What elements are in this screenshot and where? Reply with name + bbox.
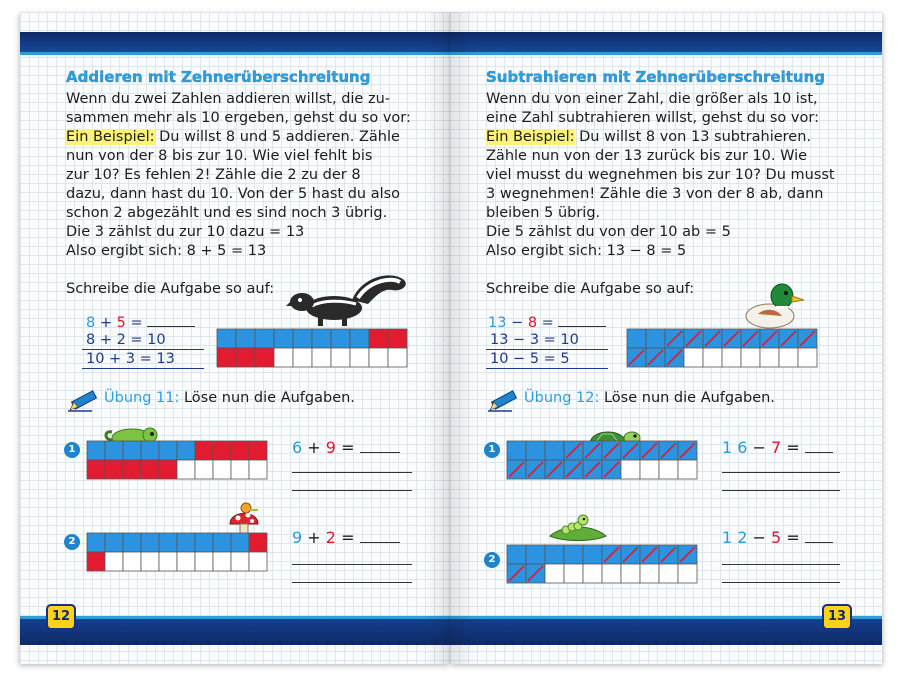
ten-frame-cell bbox=[177, 552, 195, 571]
ten-frame-cell bbox=[564, 545, 583, 564]
right-task2-number: 2 bbox=[484, 552, 500, 568]
ten-frame-cell bbox=[350, 329, 369, 348]
ten-frame-cell bbox=[105, 441, 123, 460]
ten-frame-right-example bbox=[626, 328, 818, 368]
ten-frame-cell bbox=[627, 329, 646, 348]
ten-frame-cell bbox=[646, 329, 665, 348]
ten-frame-cell bbox=[236, 348, 255, 367]
left-line-3: nun von der 8 bis zur 10. Wie viel fehlt bis bbox=[66, 148, 373, 164]
left-example-line bbox=[66, 128, 400, 147]
ten-frame-cell bbox=[195, 441, 213, 460]
duck-icon bbox=[742, 274, 806, 330]
ten-frame-cell bbox=[177, 441, 195, 460]
right-task2-op: − bbox=[752, 528, 766, 547]
ten-frame-cell bbox=[195, 460, 213, 479]
left-task2-equation bbox=[292, 528, 400, 547]
ten-frame-cell bbox=[684, 348, 703, 367]
right-task1-op: − bbox=[752, 438, 766, 457]
ten-frame-cell bbox=[231, 552, 249, 571]
ten-frame-cell bbox=[583, 545, 602, 564]
right-task2-a: 1 2 bbox=[722, 528, 748, 547]
ten-frame-cell bbox=[350, 348, 369, 367]
left-line-4: zur 10? Es fehlen 2! Zähle die 2 zu der 8 bbox=[66, 167, 361, 183]
ten-frame-cell bbox=[545, 545, 564, 564]
right-eq1-a: 13 bbox=[488, 315, 507, 331]
ten-frame-cell bbox=[312, 329, 331, 348]
ten-frame-cell bbox=[141, 460, 159, 479]
right-example-label: Ein Beispiel: bbox=[486, 129, 575, 145]
left-line-7: Die 3 zählst du zur 10 dazu = 13 bbox=[66, 224, 305, 240]
right-eq3: 10 − 5 = 5 bbox=[486, 351, 608, 369]
right-line-4: viel musst du wegnehmen bis zur 10? Du musst bbox=[486, 167, 835, 183]
left-eq1-eq: = bbox=[130, 315, 143, 331]
right-schreibe: Schreibe die Aufgabe so auf: bbox=[486, 281, 695, 297]
left-schreibe: Schreibe die Aufgabe so auf: bbox=[66, 281, 275, 297]
left-uebung bbox=[104, 390, 355, 406]
ten-frame-cell bbox=[213, 460, 231, 479]
ten-frame-cell bbox=[195, 533, 213, 552]
right-eq1 bbox=[488, 314, 606, 331]
right-page-number: 13 bbox=[822, 604, 852, 630]
ten-frame-cell bbox=[231, 460, 249, 479]
left-task2-b: 2 bbox=[325, 528, 336, 547]
bottom-band bbox=[20, 616, 450, 645]
right-task1-a: 1 6 bbox=[722, 438, 748, 457]
right-task1-equation bbox=[722, 438, 833, 457]
ten-frame-cell bbox=[369, 329, 388, 348]
ten-frame-cell bbox=[177, 460, 195, 479]
right-title: Subtrahieren mit Zehnerüberschreitung bbox=[486, 68, 825, 86]
left-task1-answer-line-2[interactable] bbox=[292, 490, 412, 491]
left-task1-answer-line-1[interactable] bbox=[292, 472, 412, 473]
ten-frame-cell bbox=[236, 329, 255, 348]
pencil-icon bbox=[66, 390, 100, 412]
right-uebung bbox=[524, 390, 775, 406]
ten-frame-cell bbox=[369, 348, 388, 367]
left-task2-number: 2 bbox=[64, 534, 80, 550]
left-eq1-b: 5 bbox=[116, 315, 126, 331]
left-task1-a: 6 bbox=[292, 438, 303, 457]
top-band bbox=[20, 32, 450, 55]
right-task2-equation bbox=[722, 528, 833, 547]
ten-frame-cell bbox=[177, 533, 195, 552]
right-eq2: 13 − 3 = 10 bbox=[486, 332, 608, 350]
ten-frame-cell bbox=[159, 441, 177, 460]
left-task2-op: + bbox=[307, 528, 321, 547]
ten-frame-cell bbox=[105, 533, 123, 552]
ten-frame-cell bbox=[741, 348, 760, 367]
ten-frame-cell bbox=[722, 348, 741, 367]
left-task2-answer-line-1[interactable] bbox=[292, 564, 412, 565]
right-example-rest: Du willst 8 von 13 subtrahieren. bbox=[574, 129, 812, 145]
ten-frame-cell bbox=[123, 441, 141, 460]
left-uebung-label: Übung 11: bbox=[104, 390, 180, 406]
ten-frame-cell bbox=[293, 329, 312, 348]
left-line-6: schon 2 abgezählt und es sind noch 3 übrig. bbox=[66, 205, 388, 221]
ten-frame-cell bbox=[659, 564, 678, 583]
right-line-1: Wenn du von einer Zahl, die größer als 10 ist, bbox=[486, 91, 818, 107]
left-line-5: dazu, dann hast du 10. Von der 5 hast du also bbox=[66, 186, 401, 202]
ten-frame-cell bbox=[779, 348, 798, 367]
ten-frame-cell bbox=[213, 552, 231, 571]
ten-frame-cell bbox=[255, 348, 274, 367]
top-band-right bbox=[450, 32, 882, 55]
left-task1-eq: = bbox=[341, 438, 355, 457]
right-eq1-eq: = bbox=[541, 315, 554, 331]
ten-frame-left-example bbox=[216, 328, 408, 368]
ten-frame-cell bbox=[678, 460, 697, 479]
ten-frame-left-task1 bbox=[86, 440, 274, 480]
ten-frame-cell bbox=[798, 348, 817, 367]
ten-frame-cell bbox=[87, 533, 105, 552]
left-task1-equation bbox=[292, 438, 400, 457]
skunk-icon bbox=[282, 270, 412, 328]
left-line-1: Wenn du zwei Zahlen addieren willst, die zu- bbox=[66, 91, 390, 107]
ten-frame-cell bbox=[87, 552, 105, 571]
left-uebung-text: Löse nun die Aufgaben. bbox=[179, 390, 355, 406]
ten-frame-cell bbox=[640, 564, 659, 583]
right-task1-answer-line-1[interactable] bbox=[722, 472, 840, 473]
ten-frame-left-task2 bbox=[86, 532, 274, 572]
right-task1-number: 1 bbox=[484, 442, 500, 458]
caterpillar-on-leaf-icon bbox=[548, 512, 608, 544]
left-task2-a: 9 bbox=[292, 528, 303, 547]
right-line-6: bleiben 5 übrig. bbox=[486, 205, 601, 221]
ten-frame-cell bbox=[621, 564, 640, 583]
ten-frame-cell bbox=[213, 533, 231, 552]
left-task2-answer-line-2[interactable] bbox=[292, 582, 412, 583]
left-task2-eq: = bbox=[341, 528, 355, 547]
left-example-rest: Du willst 8 und 5 addieren. Zähle bbox=[154, 129, 400, 145]
right-line-7: Die 5 zählst du von der 10 ab = 5 bbox=[486, 224, 731, 240]
right-line-2: eine Zahl subtrahieren willst, gehst du so vor: bbox=[486, 110, 819, 126]
right-task2-b: 5 bbox=[771, 528, 782, 547]
ten-frame-cell bbox=[159, 552, 177, 571]
ten-frame-cell bbox=[105, 460, 123, 479]
ten-frame-cell bbox=[249, 441, 267, 460]
ten-frame-cell bbox=[274, 348, 293, 367]
left-eq1-op: + bbox=[99, 315, 112, 331]
ten-frame-cell bbox=[123, 533, 141, 552]
ten-frame-cell bbox=[217, 348, 236, 367]
ten-frame-cell bbox=[526, 545, 545, 564]
ten-frame-cell bbox=[249, 533, 267, 552]
ten-frame-cell bbox=[564, 564, 583, 583]
right-task1-answer-blank[interactable] bbox=[805, 440, 833, 453]
right-line-3: Zähle nun von der 13 zurück bis zur 10. Wie bbox=[486, 148, 808, 164]
right-task1-b: 7 bbox=[771, 438, 782, 457]
ten-frame-cell bbox=[195, 552, 213, 571]
ten-frame-cell bbox=[545, 441, 564, 460]
ten-frame-cell bbox=[293, 348, 312, 367]
ten-frame-right-task2 bbox=[506, 544, 698, 584]
ten-frame-cell bbox=[621, 460, 640, 479]
right-uebung-text: Löse nun die Aufgaben. bbox=[599, 390, 775, 406]
left-eq1-a: 8 bbox=[86, 315, 96, 331]
ten-frame-cell bbox=[87, 460, 105, 479]
ten-frame-cell bbox=[159, 533, 177, 552]
ten-frame-cell bbox=[312, 348, 331, 367]
left-task1-number: 1 bbox=[64, 442, 80, 458]
right-task1-answer-line-2[interactable] bbox=[722, 490, 840, 491]
ten-frame-cell bbox=[249, 460, 267, 479]
ten-frame-cell bbox=[217, 329, 236, 348]
left-title: Addieren mit Zehnerüberschreitung bbox=[66, 68, 371, 86]
ten-frame-cell bbox=[507, 545, 526, 564]
left-page bbox=[20, 12, 450, 664]
ten-frame-cell bbox=[249, 552, 267, 571]
left-eq3: 10 + 3 = 13 bbox=[82, 351, 204, 369]
ten-frame-cell bbox=[388, 329, 407, 348]
right-line-5: 3 wegnehmen! Zähle die 3 von der 8 ab, dann bbox=[486, 186, 824, 202]
ten-frame-cell bbox=[255, 329, 274, 348]
right-task1-eq: = bbox=[786, 438, 800, 457]
ten-frame-cell bbox=[388, 348, 407, 367]
ten-frame-cell bbox=[105, 552, 123, 571]
left-eq2: 8 + 2 = 10 bbox=[82, 332, 204, 350]
right-uebung-label: Übung 12: bbox=[524, 390, 600, 406]
right-eq1-blank bbox=[558, 314, 606, 327]
ten-frame-right-task1 bbox=[506, 440, 698, 480]
ten-frame-cell bbox=[123, 460, 141, 479]
ten-frame-cell bbox=[760, 348, 779, 367]
ten-frame-cell bbox=[602, 564, 621, 583]
right-task2-answer-blank[interactable] bbox=[805, 530, 833, 543]
right-page bbox=[450, 12, 882, 664]
ten-frame-cell bbox=[507, 441, 526, 460]
ten-frame-cell bbox=[231, 441, 249, 460]
ten-frame-cell bbox=[583, 564, 602, 583]
ten-frame-cell bbox=[678, 564, 697, 583]
right-task2-answer-line-1[interactable] bbox=[722, 564, 840, 565]
ten-frame-cell bbox=[331, 348, 350, 367]
left-task1-b: 9 bbox=[325, 438, 336, 457]
left-line-8: Also ergibt sich: 8 + 5 = 13 bbox=[66, 243, 267, 259]
ten-frame-cell bbox=[659, 460, 678, 479]
ten-frame-cell bbox=[526, 441, 545, 460]
ten-frame-cell bbox=[331, 329, 350, 348]
ten-frame-cell bbox=[141, 441, 159, 460]
left-line-2: sammen mehr als 10 ergeben, gehst du so vor: bbox=[66, 110, 411, 126]
ten-frame-cell bbox=[213, 441, 231, 460]
left-example-label: Ein Beispiel: bbox=[66, 129, 155, 145]
ten-frame-cell bbox=[123, 552, 141, 571]
ten-frame-cell bbox=[159, 460, 177, 479]
pencil-icon bbox=[486, 390, 520, 412]
right-example-line bbox=[486, 128, 811, 147]
left-eq1 bbox=[86, 314, 195, 331]
left-eq1-blank bbox=[147, 314, 195, 327]
ten-frame-cell bbox=[231, 533, 249, 552]
left-task1-op: + bbox=[307, 438, 321, 457]
ten-frame-cell bbox=[141, 552, 159, 571]
ten-frame-cell bbox=[141, 533, 159, 552]
ten-frame-cell bbox=[545, 564, 564, 583]
left-task1-answer-blank[interactable] bbox=[360, 440, 400, 453]
left-task2-answer-blank[interactable] bbox=[360, 530, 400, 543]
right-task2-answer-line-2[interactable] bbox=[722, 582, 840, 583]
ten-frame-cell bbox=[640, 460, 659, 479]
ten-frame-cell bbox=[274, 329, 293, 348]
right-eq1-b: 8 bbox=[527, 315, 538, 331]
bottom-band-right bbox=[450, 616, 882, 645]
left-page-number: 12 bbox=[46, 604, 76, 630]
right-task2-eq: = bbox=[786, 528, 800, 547]
right-line-8: Also ergibt sich: 13 − 8 = 5 bbox=[486, 243, 687, 259]
ten-frame-cell bbox=[703, 348, 722, 367]
ten-frame-cell bbox=[87, 441, 105, 460]
right-eq1-op: − bbox=[511, 315, 524, 331]
